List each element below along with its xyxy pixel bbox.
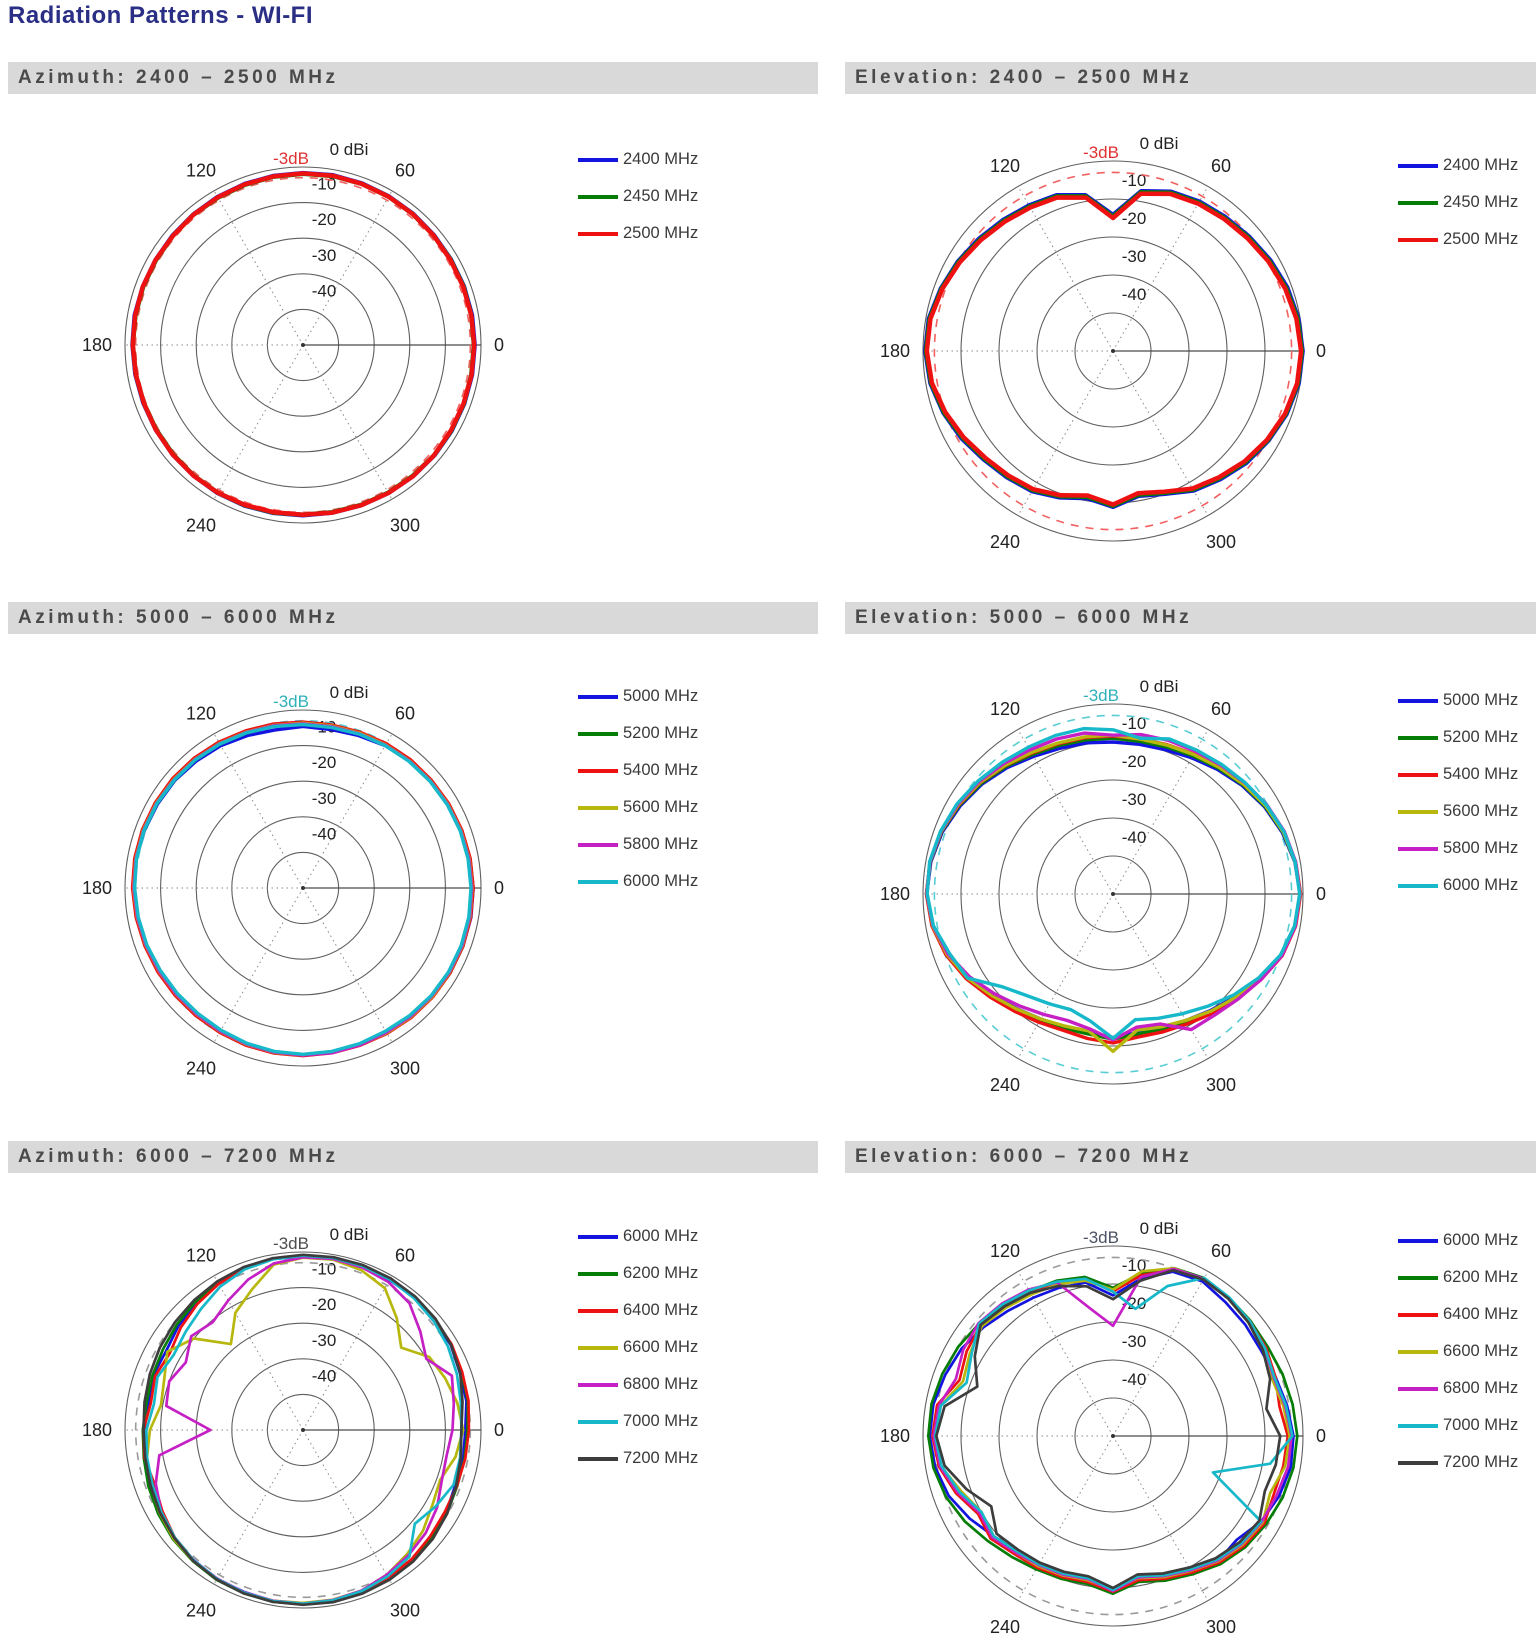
center-dot	[301, 886, 305, 890]
angle-label-60: 60	[1210, 1240, 1232, 1261]
legend-3	[1398, 689, 1536, 911]
legend-item	[578, 685, 748, 708]
radial-label-2: -20	[311, 210, 337, 230]
legend-label: 2500 MHz	[623, 224, 699, 242]
legend-item	[1398, 1451, 1536, 1474]
legend-label: 5000 MHz	[1443, 691, 1519, 709]
radial-label-0: 0 dBi	[1139, 1219, 1179, 1238]
radial-label-3: -30	[311, 1330, 337, 1350]
trace-2500-mhz	[927, 194, 1301, 505]
angle-label-60: 60	[394, 160, 416, 181]
legend-swatch	[578, 158, 618, 162]
legend-label: 2450 MHz	[623, 187, 699, 205]
legend-label: 5200 MHz	[623, 724, 699, 742]
angle-label-300: 300	[389, 1600, 421, 1621]
angle-label-120: 120	[185, 160, 217, 181]
legend-4	[578, 1225, 748, 1484]
angle-label-300: 300	[1205, 1617, 1237, 1638]
legend-label: 5800 MHz	[1443, 839, 1519, 857]
legend-label: 6000 MHz	[623, 1227, 699, 1245]
angle-label-120: 120	[185, 1245, 217, 1266]
angle-label-240: 240	[989, 532, 1021, 553]
legend-item	[578, 833, 748, 856]
legend-swatch	[1398, 773, 1438, 777]
ref-3db-label: -3dB	[1083, 686, 1119, 705]
legend-item	[1398, 1303, 1536, 1326]
legend-label: 2400 MHz	[1443, 156, 1519, 174]
radial-label-1: -10	[1121, 1256, 1147, 1275]
angle-label-240: 240	[989, 1075, 1021, 1096]
angle-label-300: 300	[389, 1058, 421, 1079]
legend-5	[1398, 1229, 1536, 1488]
radial-label-2: -20	[311, 753, 337, 773]
legend-swatch	[578, 1383, 618, 1387]
legend-item	[1398, 1377, 1536, 1400]
legend-item	[578, 1336, 748, 1359]
legend-swatch	[578, 732, 618, 736]
radial-label-1: -10	[311, 717, 337, 737]
legend-label: 2400 MHz	[623, 150, 699, 168]
polar-chart-0	[53, 105, 553, 585]
legend-label: 6000 MHz	[1443, 1231, 1519, 1249]
radial-label-2: -20	[1121, 1294, 1147, 1313]
angle-label-180: 180	[81, 335, 112, 355]
legend-item	[1398, 154, 1536, 177]
legend-swatch	[1398, 884, 1438, 888]
legend-swatch	[578, 232, 618, 236]
legend-label: 6800 MHz	[1443, 1379, 1519, 1397]
legend-label: 2500 MHz	[1443, 230, 1519, 248]
radial-label-3: -30	[1121, 247, 1147, 266]
legend-item	[578, 870, 748, 893]
legend-swatch	[1398, 164, 1438, 168]
radial-label-4: -40	[1121, 828, 1147, 847]
legend-item	[1398, 191, 1536, 214]
radial-label-4: -40	[311, 824, 337, 844]
ref-3db-label: -3dB	[273, 149, 309, 168]
angle-label-180: 180	[81, 1420, 112, 1440]
legend-label: 6200 MHz	[623, 1264, 699, 1282]
radial-label-4: -40	[311, 281, 337, 301]
spoke-240	[214, 888, 303, 1042]
radial-label-3: -30	[311, 788, 337, 808]
ref-3db-label: -3dB	[273, 692, 309, 711]
legend-label: 5600 MHz	[1443, 802, 1519, 820]
page-title: Radiation Patterns - WI-FI	[8, 2, 314, 29]
radial-label-1: -10	[1121, 171, 1147, 190]
legend-item	[1398, 837, 1536, 860]
radial-label-2: -20	[1121, 209, 1147, 228]
legend-label: 5200 MHz	[1443, 728, 1519, 746]
legend-swatch	[578, 1272, 618, 1276]
legend-swatch	[1398, 1239, 1438, 1243]
legend-swatch	[578, 1457, 618, 1461]
legend-item	[1398, 1414, 1536, 1437]
legend-label: 2450 MHz	[1443, 193, 1519, 211]
legend-label: 5000 MHz	[623, 687, 699, 705]
legend-item	[578, 1262, 748, 1285]
legend-label: 6800 MHz	[623, 1375, 699, 1393]
radial-label-2: -20	[1121, 752, 1147, 771]
section-header-elevation-2400: Elevation: 2400 – 2500 MHz	[845, 62, 1536, 94]
legend-label: 6000 MHz	[1443, 876, 1519, 894]
angle-label-60: 60	[1210, 155, 1232, 176]
legend-label: 5400 MHz	[1443, 765, 1519, 783]
legend-label: 5800 MHz	[623, 835, 699, 853]
legend-item	[578, 759, 748, 782]
legend-item	[1398, 1340, 1536, 1363]
angle-label-180: 180	[879, 884, 910, 904]
angle-label-180: 180	[879, 341, 910, 361]
legend-label: 7200 MHz	[623, 1449, 699, 1467]
ref-3db-label: -3dB	[1083, 143, 1119, 162]
center-dot	[1111, 1434, 1115, 1438]
legend-swatch	[1398, 1313, 1438, 1317]
legend-swatch	[1398, 1387, 1438, 1391]
legend-item	[1398, 228, 1536, 251]
legend-swatch	[1398, 1350, 1438, 1354]
legend-swatch	[578, 1235, 618, 1239]
ref-3db-label: -3dB	[273, 1234, 309, 1253]
legend-item	[1398, 763, 1536, 786]
angle-label-60: 60	[394, 1245, 416, 1266]
angle-label-300: 300	[389, 515, 421, 536]
legend-item	[578, 1225, 748, 1248]
legend-swatch	[1398, 810, 1438, 814]
legend-swatch	[1398, 1461, 1438, 1465]
radial-label-4: -40	[1121, 285, 1147, 304]
angle-label-240: 240	[185, 515, 217, 536]
legend-label: 6600 MHz	[623, 1338, 699, 1356]
legend-swatch	[578, 195, 618, 199]
angle-label-300: 300	[1205, 532, 1237, 553]
legend-swatch	[1398, 736, 1438, 740]
legend-swatch	[1398, 699, 1438, 703]
section-header-azimuth-2400: Azimuth: 2400 – 2500 MHz	[8, 62, 818, 94]
legend-item	[578, 1299, 748, 1322]
legend-label: 6400 MHz	[623, 1301, 699, 1319]
legend-item	[578, 148, 748, 171]
spoke-120	[1018, 186, 1113, 351]
legend-label: 5600 MHz	[623, 798, 699, 816]
radial-label-2: -20	[311, 1295, 337, 1315]
legend-label: 6000 MHz	[623, 872, 699, 890]
radial-label-4: -40	[311, 1366, 337, 1386]
angle-label-180: 180	[81, 878, 112, 898]
legend-swatch	[578, 695, 618, 699]
center-dot	[301, 1428, 305, 1432]
radial-label-0: 0 dBi	[329, 1225, 369, 1244]
radial-label-3: -30	[1121, 790, 1147, 809]
legend-label: 6200 MHz	[1443, 1268, 1519, 1286]
angle-label-120: 120	[989, 1240, 1021, 1261]
radial-label-0: 0 dBi	[1139, 134, 1179, 153]
legend-item	[1398, 689, 1536, 712]
polar-chart-3	[863, 654, 1363, 1134]
angle-label-240: 240	[185, 1058, 217, 1079]
section-header-elevation-6000: Elevation: 6000 – 7200 MHz	[845, 1141, 1536, 1173]
legend-swatch	[578, 880, 618, 884]
spoke-240	[214, 345, 303, 499]
spoke-120	[214, 734, 303, 888]
angle-label-60: 60	[394, 703, 416, 724]
angle-label-240: 240	[185, 1600, 217, 1621]
polar-chart-4	[53, 1190, 553, 1646]
radial-label-1: -10	[311, 1259, 337, 1279]
angle-label-0: 0	[1316, 341, 1327, 361]
angle-label-240: 240	[989, 1617, 1021, 1638]
angle-label-0: 0	[494, 878, 505, 898]
angle-label-60: 60	[1210, 698, 1232, 719]
radial-label-0: 0 dBi	[1139, 677, 1179, 696]
legend-label: 7000 MHz	[623, 1412, 699, 1430]
radial-label-3: -30	[1121, 1332, 1147, 1351]
legend-item	[1398, 800, 1536, 823]
radial-label-0: 0 dBi	[329, 140, 369, 159]
section-header-azimuth-5000: Azimuth: 5000 – 6000 MHz	[8, 602, 818, 634]
legend-swatch	[578, 843, 618, 847]
legend-label: 6400 MHz	[1443, 1305, 1519, 1323]
legend-item	[1398, 874, 1536, 897]
legend-1	[1398, 154, 1536, 265]
spoke-300	[303, 1430, 392, 1584]
legend-swatch	[1398, 238, 1438, 242]
angle-label-0: 0	[494, 1420, 505, 1440]
section-header-elevation-5000: Elevation: 5000 – 6000 MHz	[845, 602, 1536, 634]
center-dot	[301, 343, 305, 347]
angle-label-120: 120	[185, 703, 217, 724]
polar-chart-1	[863, 111, 1363, 591]
legend-item	[578, 796, 748, 819]
legend-item	[1398, 726, 1536, 749]
legend-label: 7000 MHz	[1443, 1416, 1519, 1434]
radial-label-4: -40	[1121, 1370, 1147, 1389]
legend-2	[578, 685, 748, 907]
spoke-240	[214, 1430, 303, 1584]
legend-item	[578, 185, 748, 208]
legend-label: 6600 MHz	[1443, 1342, 1519, 1360]
radial-label-3: -30	[311, 245, 337, 265]
ref-3db-label: -3dB	[1083, 1228, 1119, 1247]
angle-label-0: 0	[494, 335, 505, 355]
legend-label: 7200 MHz	[1443, 1453, 1519, 1471]
legend-swatch	[578, 1309, 618, 1313]
legend-swatch	[1398, 1424, 1438, 1428]
section-header-azimuth-6000: Azimuth: 6000 – 7200 MHz	[8, 1141, 818, 1173]
center-dot	[1111, 892, 1115, 896]
angle-label-120: 120	[989, 698, 1021, 719]
polar-chart-2	[53, 648, 553, 1128]
spoke-300	[303, 345, 392, 499]
legend-item	[578, 222, 748, 245]
spoke-300	[303, 888, 392, 1042]
spoke-120	[1018, 1271, 1113, 1436]
angle-label-0: 0	[1316, 1426, 1327, 1446]
angle-label-0: 0	[1316, 884, 1327, 904]
spoke-120	[214, 191, 303, 345]
legend-swatch	[578, 806, 618, 810]
legend-item	[578, 1410, 748, 1433]
radial-label-1: -10	[311, 174, 337, 194]
legend-swatch	[578, 1420, 618, 1424]
legend-label: 5400 MHz	[623, 761, 699, 779]
legend-item	[578, 1373, 748, 1396]
legend-item	[578, 722, 748, 745]
angle-label-120: 120	[989, 155, 1021, 176]
angle-label-300: 300	[1205, 1075, 1237, 1096]
legend-item	[1398, 1266, 1536, 1289]
radial-label-0: 0 dBi	[329, 683, 369, 702]
legend-swatch	[1398, 847, 1438, 851]
angle-label-180: 180	[879, 1426, 910, 1446]
legend-swatch	[1398, 201, 1438, 205]
legend-item	[1398, 1229, 1536, 1252]
center-dot	[1111, 349, 1115, 353]
legend-item	[578, 1447, 748, 1470]
legend-0	[578, 148, 748, 259]
polar-chart-5	[863, 1196, 1363, 1646]
spoke-120	[214, 1276, 303, 1430]
legend-swatch	[578, 769, 618, 773]
legend-swatch	[578, 1346, 618, 1350]
legend-swatch	[1398, 1276, 1438, 1280]
radial-label-1: -10	[1121, 714, 1147, 733]
